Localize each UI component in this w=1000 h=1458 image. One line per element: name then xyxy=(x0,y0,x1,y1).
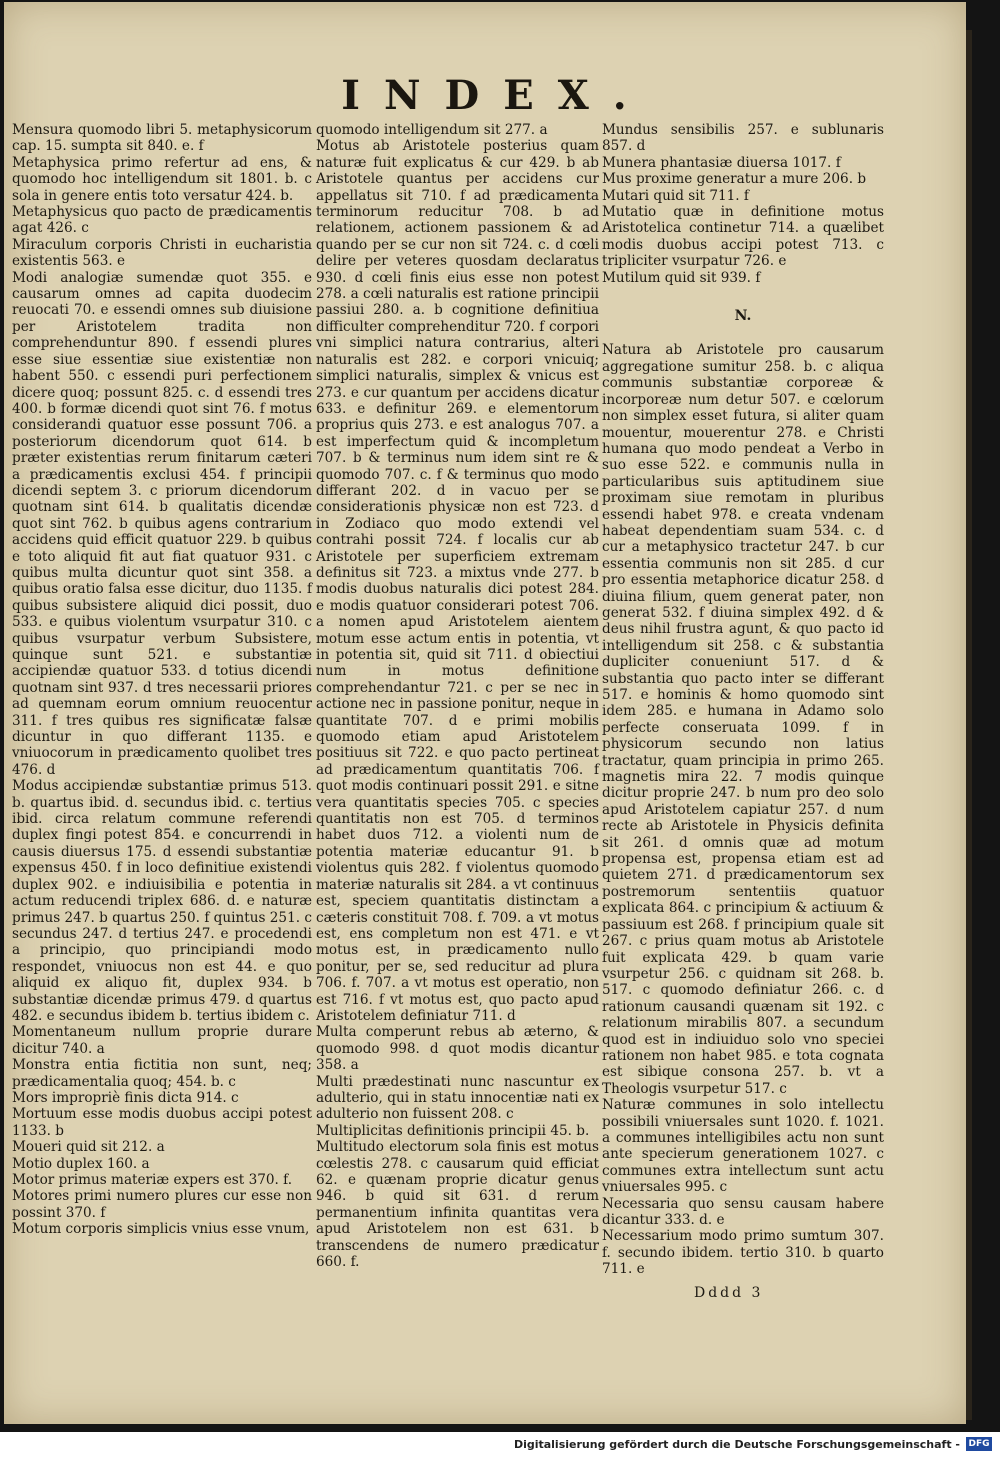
index-entry: Motio duplex 160. a xyxy=(12,1155,150,1172)
signature-mark: Dddd 3 xyxy=(694,1285,764,1301)
index-entry: Munera phantasiæ diuersa 1017. f xyxy=(602,154,841,171)
index-entry: quomodo intelligendum sit 277. a xyxy=(316,122,548,138)
index-entry: Mus proxime generatur a mure 206. b xyxy=(602,171,867,188)
index-entry: Mutatio quæ in definitione motus Aristotelica continetur 714. a quælibet modis duobus accipi potest 713. c tripliciter vsurpatur 726. e xyxy=(602,204,884,270)
index-entry: Mutari quid sit 711. f xyxy=(602,187,749,204)
index-entry: Necessarium modo primo sumtum 307. f. secundo ibidem. tertio 310. b quarto 711. e xyxy=(602,1228,884,1278)
index-entry: Mutilum quid sit 939. f xyxy=(602,269,761,286)
dfg-logo-icon: DFG xyxy=(966,1437,992,1451)
index-column-1 xyxy=(12,122,312,1238)
index-entry: Miraculum corporis Christi in eucharistia existentis 563. e xyxy=(12,236,312,270)
index-entry: Modi analogiæ sumendæ quot 355. e causarum omnes ad capita duodecim reuocati 70. e essendi omnes sub diuisione per Aristotelem tradita non comprehenduntur 890. f essendi plures esse siue essentiæ siue existentiæ non habent 550. c essendi puri perfectionem dicere quoq; possunt 825. c. d essendi tres 400. b formæ dicendi quot sint 76. f motus considerandi quatuor esse possunt 706. a posteriorum dicendorum quot 614. b præter existentias rerum finitarum cæteri a prædicamentis exclusi 454. f principii dicendi septem 3. c priorum dicendorum quotnam sint 614. b qualitatis dicendæ quot sint 762. b quibus agens contrarium accidens quid efficit quatuor 229. b quibus e toto aliquid fit aut fiat quatuor 931. c quibus multa dicuntur quot sint 358. a quibus oratio falsa esse dicitur, duo 1135. f quibus subsistere aliquid dici possit, duo 533. e quibus violentum vsurpatur 310. c quibus vsurpatur verbum Subsistere, quinque sunt 521. e substantiæ accipiendæ quatuor 533. d totius dicendi quotnam sint 937. d tres necessarii priores ad quemnam eorum omnium reuocentur 311. f tres quibus res significatæ falsæ dicuntur in quo differant 1135. e vniuocorum in prædicamento quolibet tres 476. d xyxy=(12,269,312,778)
index-entry: Mors impropriè finis dicta 914. c xyxy=(12,1089,239,1106)
index-entry: Motor primus materiæ expers est 370. f. xyxy=(12,1172,293,1188)
index-entry: Naturæ communes in solo intellectu possibili vniuersales sunt 1020. f. 1021. a communes intelligibiles actu non sunt ante specierum generationem 1027. c communes extra intellectum sunt actu vniuersales 995. c xyxy=(602,1097,884,1196)
index-entry: Natura ab Aristotele pro causarum aggregatione sumitur 258. b. c aliqua communis substantiæ corporeæ & incorporeæ num detur 507. e cœlorum non simplex esset futura, si aliter quam mouentur, mouerentur 278. e Christi humana quo modo pendeat a Verbo in suo esse 522. e communis nulla in particularibus suis aptitudinem siue proximam siue remotam in pluribus essendi habet 978. e creata vndenam habeat dependentiam suam 534. c. d cur a metaphysico tractetur 247. b cur essentia communis non sit 285. d cur pro essentia metaphorice dicatur 258. d diuina filium, quem generat pater, non generat 532. f diuina simplex 492. d & deus nihil frustra agunt, & quo pacto id intelligendum sit 258. c & substantia dupliciter conueniunt 517. d & substantia quo pacto inter se differant 517. e hominis & homo quomodo sint idem 285. e humana in Adamo solo perfecte conseruata 1099. f in physicorum secundo non latius tractatur, quam principia in primo 265. magnetis mira 22. 7 modis quinque dicitur proprie 247. b num pro deo solo apud Aristotelem capiatur 257. d num recte ab Aristotele in Physicis definita sit 261. d omnis quæ ad motum propensa est, propensa etiam est ad quietem 271. d prædicamentorum sex postremorum sententiis quatuor explicata 864. c principium & actiuum & passiuum est 268. f principium quale sit 267. c prius quam motus ab Aristotele fuit explicata 429. b quam varie vsurpetur 256. c quidnam sit 268. b. 517. c quomodo definiatur 266. c. d rationum causandi quænam sit 192. c relationum mirabilis 807. a secundum quod est in indiuiduo solo vno speciei rationem non habet 985. e tota cognata est sibique consona 257. b. vt a Theologis vsurpetur 517. c xyxy=(602,342,884,1097)
index-entry: Metaphysica primo refertur ad ens, & quomodo hoc intelligendum sit 1801. b. c sola in genere entis toto versatur 424. b. xyxy=(12,154,312,204)
index-entry: Monstra entia fictitia non sunt, neq; prædicamentalia quoq; 454. b. c xyxy=(12,1057,312,1090)
index-entry: Mortuum esse modis duobus accipi potest 1133. b xyxy=(12,1106,312,1139)
index-entry: Mundus sensibilis 257. e sublunaris 857. d xyxy=(602,122,884,155)
index-column-2 xyxy=(316,122,599,1270)
section-letter-n: N. xyxy=(734,308,752,325)
page-edge-shadow xyxy=(966,30,972,1420)
page-title: INDEX. xyxy=(341,72,651,119)
index-column-3 xyxy=(602,122,884,1278)
index-entry: Momentaneum nullum proprie durare dicitur 740. a xyxy=(12,1024,312,1057)
index-entry: Motus ab Aristotele posterius quam naturæ fuit explicatus & cur 429. b ab Aristotele quantus per accidens cur appellatus sit 710. f ad prædicamenta terminorum reducitur 708. b ad relationem, actionem passionem & ad quando per se cur non sit 724. c. d cœli delire per veteres quosdam declaratus 930. d cœli finis eius esse non potest 278. a cœli naturalis est ratione principii passiui 280. a. b cognitione definitiua difficulter comprehenditur 720. f corpori vni simplici natura contrarius, alteri naturalis est 282. e corpori vnicuiq; simplici naturalis, simplex & vnicus est 273. e cur quantum per accidens dicatur 633. e definitur 269. e elementorum proprius quis 273. e est analogus 707. a est imperfectum quid & incompletum 707. b & terminus num idem sint re & quomodo 707. c. f & terminus quo modo differant 202. d in vacuo per se considerationis physicæ non est 723. d in Zodiaco quo modo extendi vel contrahi possit 724. f localis cur ab Aristotele per superficiem extremam definitus sit 723. a mixtus vnde 277. b modis duobus naturalis dici potest 284. e modis quatuor considerari potest 706. a nomen apud Aristotelem aientem motum esse actum entis in potentia, vt in potentia sit, quid sit 711. d obiectiui num in motus definitione comprehendantur 721. c per se nec in actione nec in passione ponitur, neque in quantitate 707. d e primi mobilis quomodo etiam apud Aristotelem positiuus sit 722. e quo pacto pertineat ad prædicamentum quantitatis 706. f quot modis continuari possit 291. e sitne vera quantitatis species 705. c species quantitatis non est 705. d terminos habet duos 712. a violenti num de potentia materiæ educantur 91. b violentus quis 282. f violentus quomodo materiæ naturalis sit 284. a vt continuus est, speciem quantitatis distinctam a cæteris constituit 708. f. 709. a vt motus est, ens completum non est 471. e vt motus est, in prædicamento nullo ponitur, per se, sed reducitur ad plura 706. f. 707. a vt motus est operatio, non est 716. f vt motus est, quo pacto apud Aristotelem definiatur 711. d xyxy=(316,138,599,1024)
index-entry: Moueri quid sit 212. a xyxy=(12,1139,165,1156)
index-entry: Multi prædestinati nunc nascuntur ex adulterio, qui in statu innocentiæ nati ex adulterio non fuissent 208. c xyxy=(316,1073,599,1123)
scanned-page xyxy=(4,2,966,1424)
index-entry: Metaphysicus quo pacto de prædicamentis agat 426. c xyxy=(12,204,312,237)
index-entry: Multiplicitas definitionis principii 45. b. xyxy=(316,1122,590,1139)
index-entry: Mensura quomodo libri 5. metaphysicorum cap. 15. sumpta sit 840. e. f xyxy=(12,122,312,155)
index-entry: Multa comperunt rebus ab æterno, & quomodo 998. d quot modis dicantur 358. a xyxy=(316,1024,599,1074)
index-entry: Modus accipiendæ substantiæ primus 513. b. quartus ibid. d. secundus ibid. c. tertius ibid. circa relatum commune referendi duplex fingi potest 854. e concurrendi in causis diuersus 175. d essendi substantiæ expensus 450. f in loco definitiue existendi duplex 902. e indiuisibilia e potentia in actum reducendi triplex 686. d. e naturæ primus 247. b quartus 250. f quintus 251. c secundus 247. d tertius 247. e procedendi a principio, quo principiandi modo respondet, vniuocus non est 44. e quo aliquid ex aliquo fit, duplex 934. b substantiæ dicendæ primus 479. d quartus 482. e secundus ibidem b. tertius ibidem c. xyxy=(12,778,312,1024)
index-entry: Multitudo electorum sola finis est motus cœlestis 278. c causarum quid efficiat 62. e quænam proprie dicatur genus 946. b quid sit 631. d rerum permanentium infinita quantitas vera apud Aristotelem non est 631. b transcendens de numero prædicatur 660. f. xyxy=(316,1139,599,1271)
index-entry: Motores primi numero plures cur esse non possint 370. f xyxy=(12,1188,312,1221)
index-entry: Motum corporis simplicis vnius esse vnum, xyxy=(12,1221,310,1238)
index-entry: Necessaria quo sensu causam habere dicantur 333. d. e xyxy=(602,1195,884,1228)
footer-credit: Digitalisierung gefördert durch die Deutsche Forschungsgemeinschaft - xyxy=(513,1438,960,1451)
